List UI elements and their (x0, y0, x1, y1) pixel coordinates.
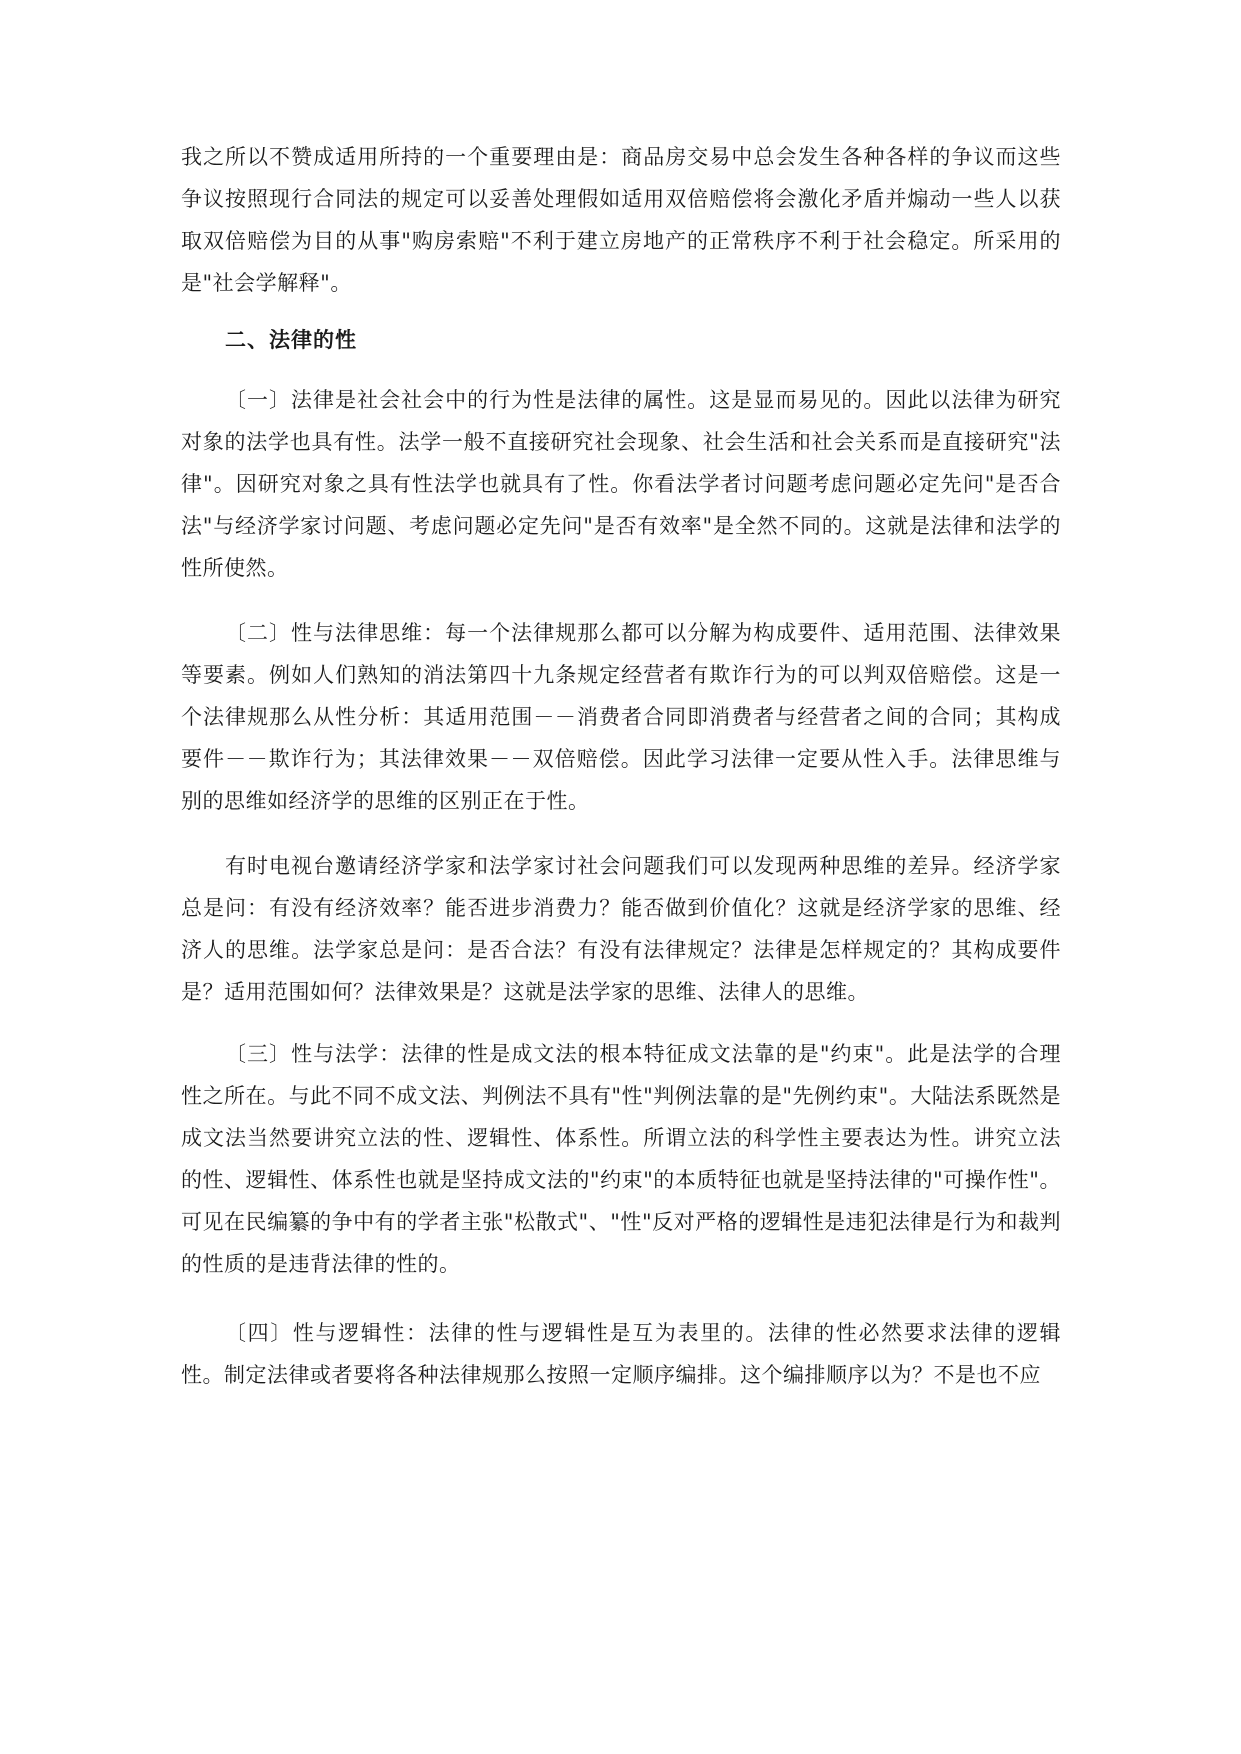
paragraph-4: 〔三〕性与法学：法律的性是成文法的根本特征成文法靠的是"约束"。此是法学的合理性之所在。与此不同不成文法、判例法不具有"性"判例法靠的是"先例约束"。大陆法系既然是成文法当然要讲究立法的性、逻辑性、体系性。所谓立法的科学性主要表达为性。讲究立法的性、逻辑性、体系性也就是坚持成文法的"约束"的本质特征也就是坚持法律的"可操作性"。可见在民编纂的争中有的学者主张"松散式"、"性"反对严格的逻辑性是违犯法律是行为和裁判的性质的是违背法律的性的。 (181, 1042, 1061, 1276)
paragraph-3: 有时电视台邀请经济学家和法学家讨社会问题我们可以发现两种思维的差异。经济学家总是问：有没有经济效率？能否进步消费力？能否做到价值化？这就是经济学家的思维、经济人的思维。法学家总是问：是否合法？有没有法律规定？法律是怎样规定的？其构成要件是？适用范围如何？法律效果是？这就是法学家的思维、法律人的思维。 (181, 854, 1061, 1004)
paragraph-2: 〔二〕性与法律思维：每一个法律规那么都可以分解为构成要件、适用范围、法律效果等要素。例如人们熟知的消法第四十九条规定经营者有欺诈行为的可以判双倍赔偿。这是一个法律规那么从性分析：其适用范围－－消费者合同即消费者与经营者之间的合同；其构成要件－－欺诈行为；其法律效果－－双倍赔偿。因此学习法律一定要从性入手。法律思维与别的思维如经济学的思维的区别正在于性。 (181, 621, 1061, 813)
paragraph-1: 〔一〕法律是社会社会中的行为性是法律的属性。这是显而易见的。因此以法律为研究对象的法学也具有性。法学一般不直接研究社会现象、社会生活和社会关系而是直接研究"法律"。因研究对象之具有性法学也就具有了性。你看法学者讨问题考虑问题必定先问"是否合法"与经济学家讨问题、考虑问题必定先问"是否有效率"是全然不同的。这就是法律和法学的性所使然。 (181, 388, 1061, 580)
paragraph-5: 〔四〕性与逻辑性：法律的性与逻辑性是互为表里的。法律的性必然要求法律的逻辑性。制定法律或者要将各种法律规那么按照一定顺序编排。这个编排顺序以为？不是也不应 (181, 1321, 1061, 1387)
paragraph-intro: 我之所以不赞成适用所持的一个重要理由是：商品房交易中总会发生各种各样的争议而这些争议按照现行合同法的规定可以妥善处理假如适用双倍赔偿将会激化矛盾并煽动一些人以获取双倍赔偿为目的从事"购房索赔"不利于建立房地产的正常秩序不利于社会稳定。所采用的是"社会学解释"。 (181, 145, 1061, 295)
section-heading: 二、法律的性 (225, 328, 357, 352)
